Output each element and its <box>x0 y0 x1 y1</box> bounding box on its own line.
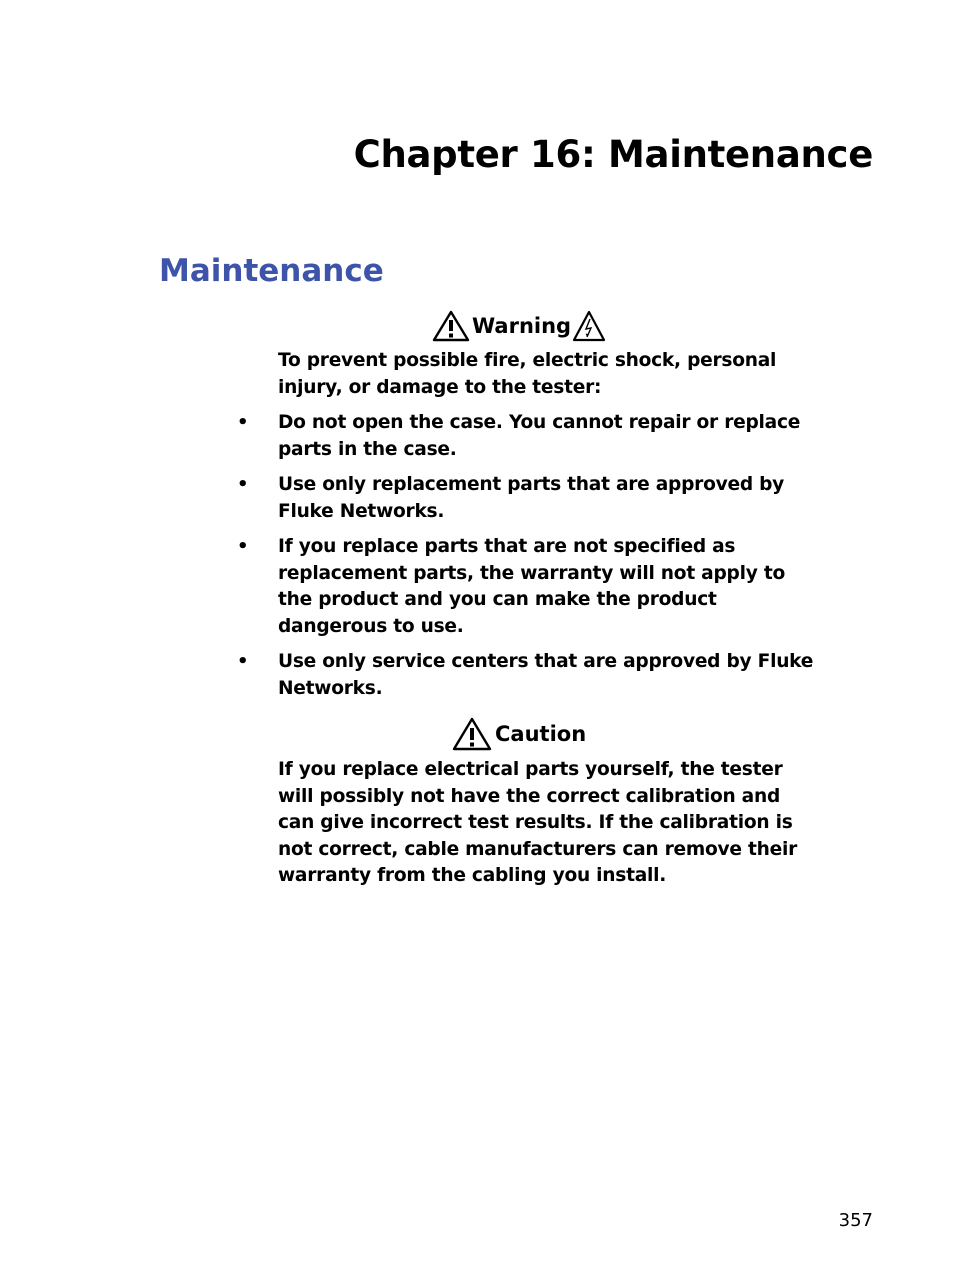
warning-triangle-icon <box>432 310 470 342</box>
list-item-text: Use only replacement parts that are approved by Fluke Networks. <box>278 474 785 522</box>
list-item <box>237 472 818 525</box>
list-item <box>237 649 818 702</box>
warning-intro: To prevent possible fire, electric shock, personal injury, or damage to the tester: <box>278 350 777 398</box>
chapter-title: Chapter 16: Maintenance <box>353 133 873 176</box>
page-number: 357 <box>838 1210 873 1231</box>
list-item-text: If you replace parts that are not specified as replacement parts, the warranty will not apply to the product and you can make the product dangerous to use. <box>278 536 785 637</box>
warning-label: Warning <box>472 314 572 338</box>
bullet-icon: • <box>237 474 249 495</box>
list-item <box>237 410 818 463</box>
list-item <box>237 534 818 640</box>
electric-shock-triangle-icon <box>572 310 606 342</box>
warning-heading <box>432 310 606 342</box>
warning-triangle-icon <box>452 717 492 751</box>
list-item-text: Do not open the case. You cannot repair or replace parts in the case. <box>278 412 801 460</box>
section-title: Maintenance <box>159 253 384 289</box>
caution-heading <box>452 717 586 751</box>
bullet-icon: • <box>237 536 249 557</box>
caution-body: If you replace electrical parts yourself, the tester will possibly not have the correct calibration and can give incorrect test results. If the calibration is not correct, cable manufacturers can remove their warranty from the cabling you install. <box>278 759 798 887</box>
bullet-icon: • <box>237 651 249 672</box>
list-item-text: Use only service centers that are approved by Fluke Networks. <box>278 651 814 699</box>
bullet-icon: • <box>237 412 249 433</box>
caution-label: Caution <box>495 722 587 746</box>
